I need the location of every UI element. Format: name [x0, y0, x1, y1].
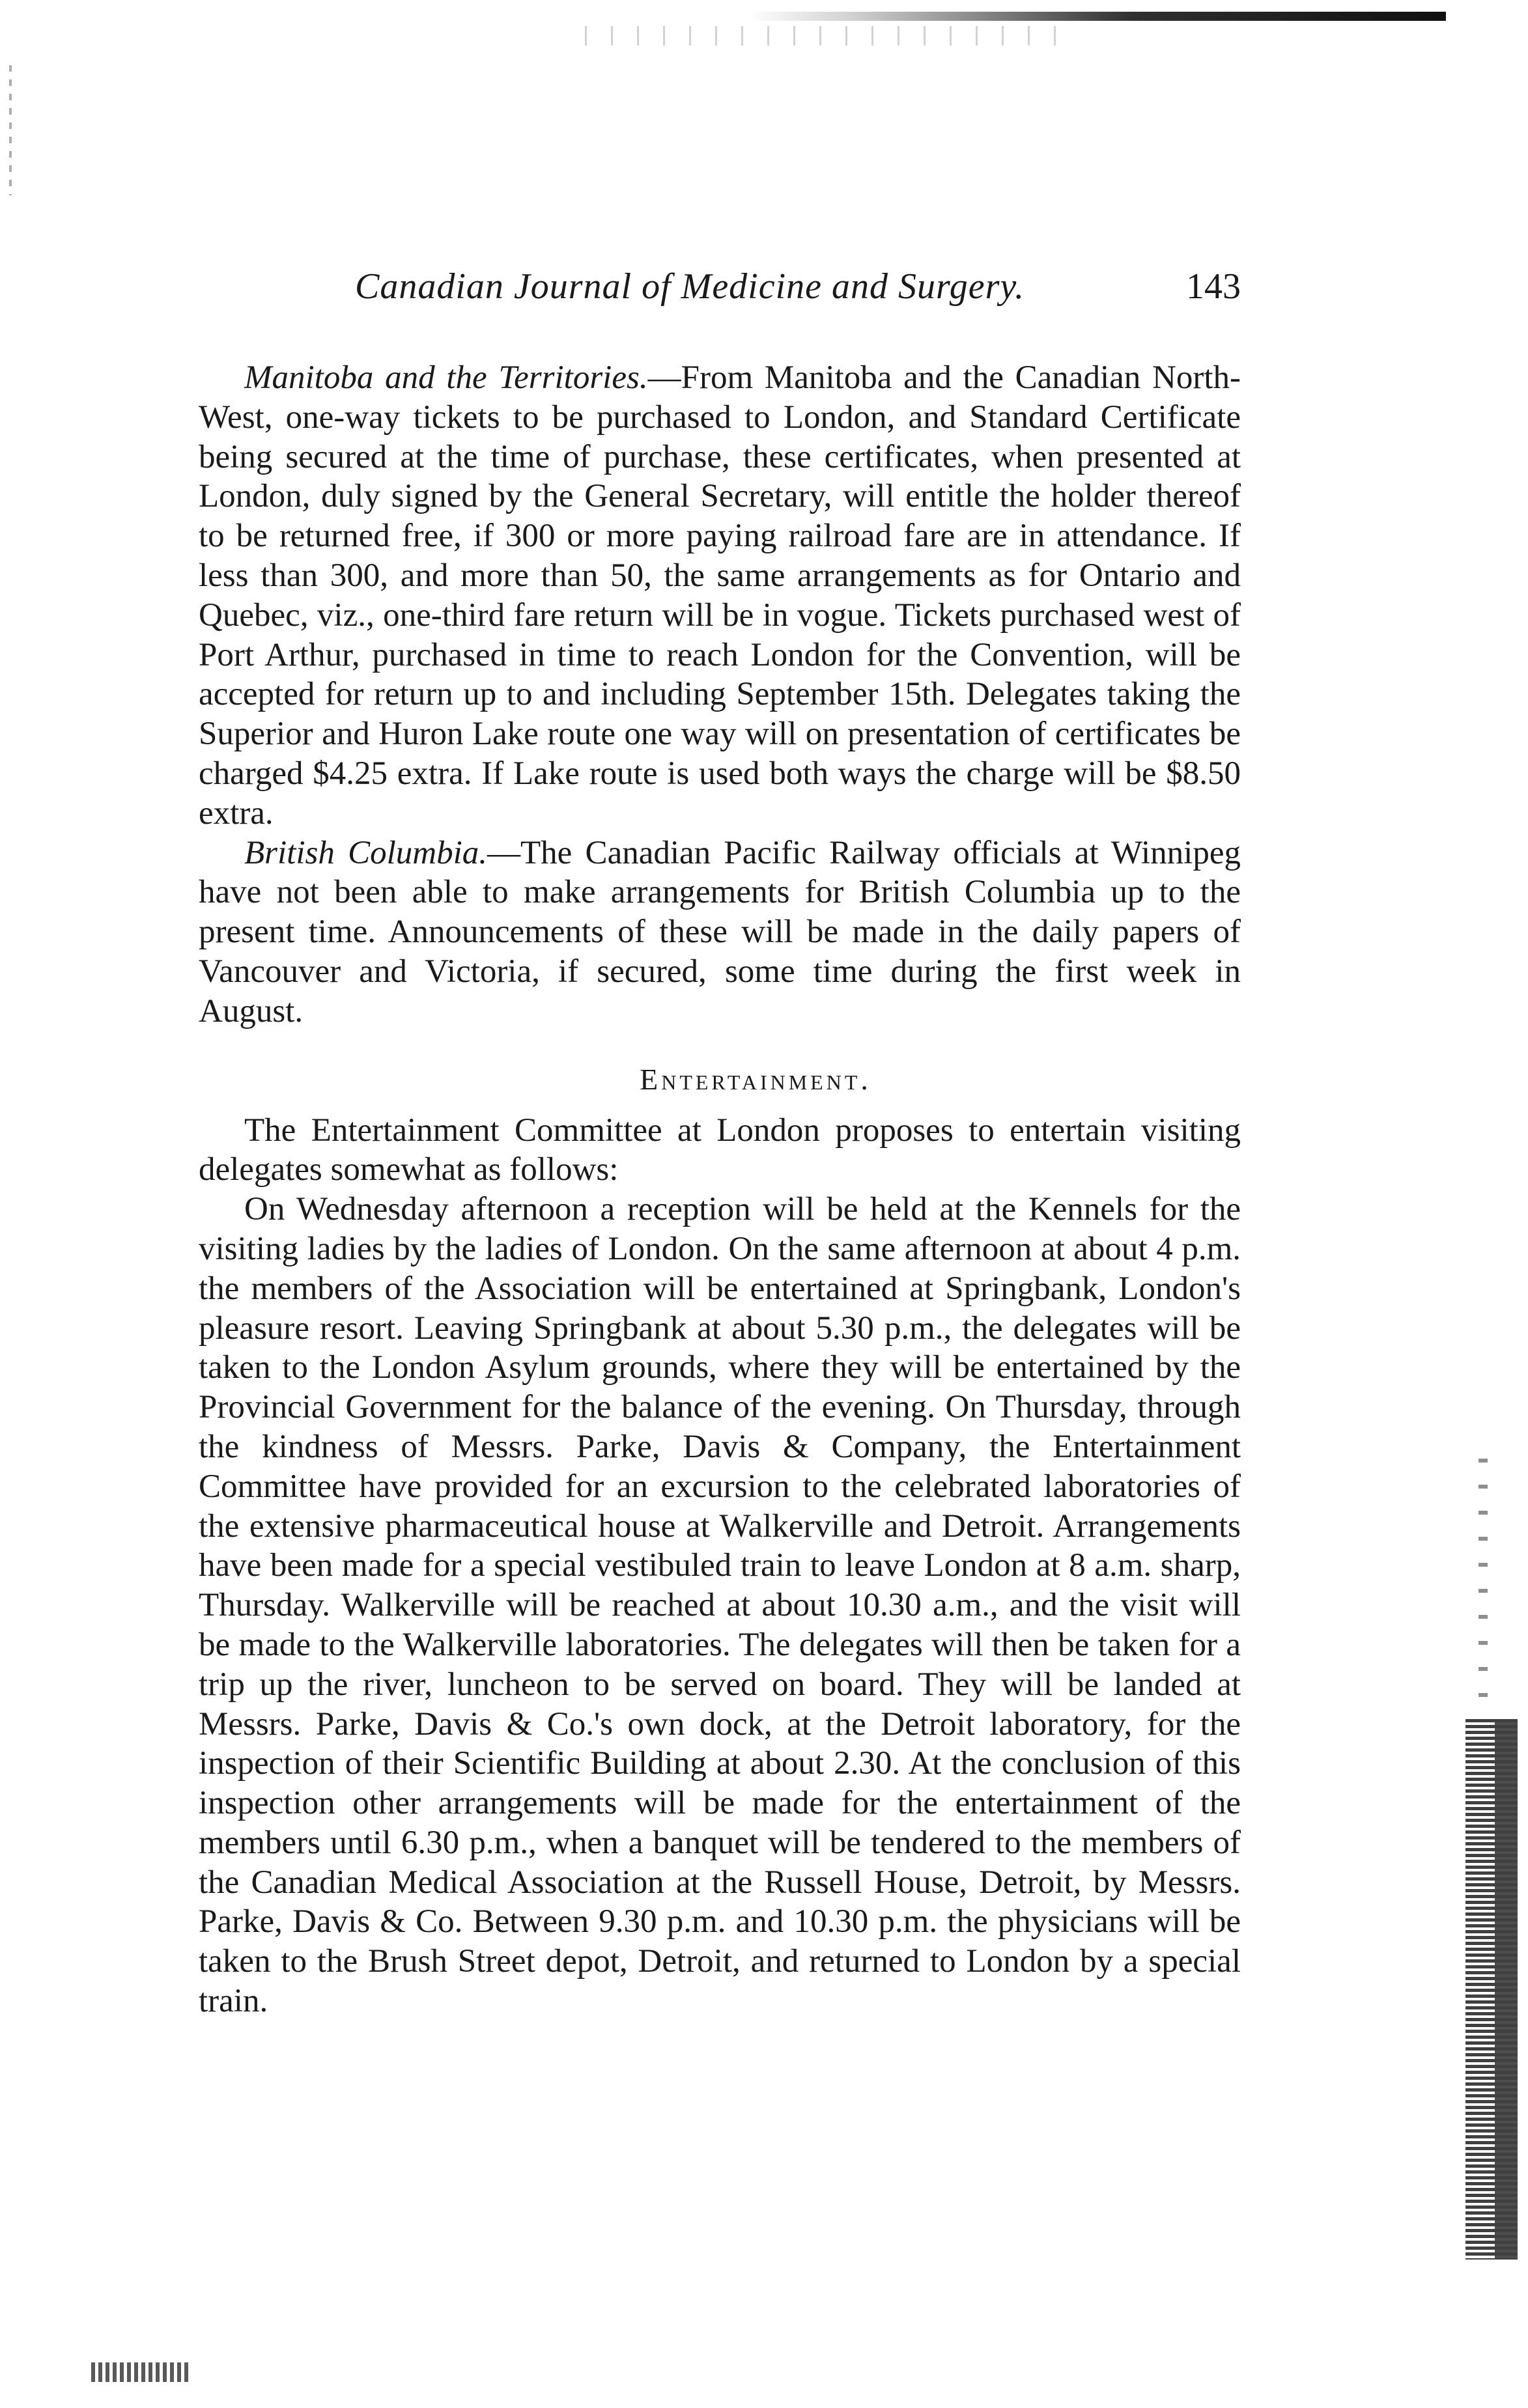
run-in-heading-british-columbia: British Columbia. — [244, 834, 488, 871]
page-body — [199, 358, 1241, 2021]
run-in-heading-manitoba: Manitoba and the Territories. — [244, 359, 648, 396]
running-head — [199, 260, 1241, 313]
scan-noise-right — [1478, 1459, 1488, 1706]
scan-edge-artifact-bottom — [91, 2362, 189, 2382]
paragraph-manitoba — [199, 358, 1241, 833]
scan-edge-artifact-top — [749, 12, 1446, 21]
paragraph-text: —From Manitoba and the Canadian North-West, one-way tickets to be purchased to London, and Standard Certificate being secured at the time of purchase, these certificates, when presented at London, duly signed by the General Secretary, will entitle the holder thereof to be returned free, if 300 or more paying railroad fare are in attendance. If less than 300, and more than 50, the same arrangements as for Ontario and Quebec, viz., one-third fare return will be in vogue. Tickets purchased west of Port Arthur, purchased in time to reach London for the Convention, will be accepted for return up to and including September 15th. Delegates taking the Superior and Huron Lake route one way will on presentation of certificates be charged $4.25 extra. If Lake route is used both ways the charge will be $8.50 extra. — [199, 359, 1241, 832]
scan-noise-top — [573, 26, 1068, 46]
scan-edge-artifact-right — [1465, 1719, 1518, 2260]
scan-edge-artifact-left — [9, 65, 12, 195]
page-number: 143 — [1186, 266, 1241, 307]
paragraph-british-columbia — [199, 833, 1241, 1031]
paragraph-text: —The Canadian Pacific Railway officials at Winnipeg have not been able to make arrangements for British Columbia up to the present time. Announcements of these will be made in the daily papers of Vancouver and Victoria, if secured, some time during the first week in August. — [199, 834, 1241, 1029]
paragraph-entertainment-intro: The Entertainment Committee at London proposes to entertain visiting delegates somewhat as follows: — [199, 1112, 1241, 1188]
section-heading-entertainment: Entertainment. — [640, 1062, 871, 1096]
paragraph-entertainment-body: On Wednesday afternoon a reception will be held at the Kennels for the visiting ladies by the ladies of London. On the same afternoon at about 4 p.m. the members of the Association will be entertained at Springbank, London's pleasure resort. Leaving Springbank at about 5.30 p.m., the delegates will be taken to the London Asylum grounds, where they will be entertained by the Provincial Government for the balance of the evening. On Thursday, through the kindness of Messrs. Parke, Davis & Company, the Entertainment Committee have provided for an excursion to the celebrated laboratories of the extensive pharmaceutical house at Walkerville and Detroit. Arrangements have been made for a special vestibuled train to leave London at 8 a.m. sharp, Thursday. Walkerville will be reached at about 10.30 a.m., and the visit will be made to the Walkerville laboratories. The delegates will then be taken for a trip up the river, luncheon to be served on board. They will be landed at Messrs. Parke, Davis & Co.'s own dock, at the Detroit laboratory, for the inspection of their Scientific Building at about 2.30. At the conclusion of this inspection other arrangements will be made for the entertainment of the members until 6.30 p.m., when a banquet will be tendered to the members of the Canadian Medical Association at the Russell House, Detroit, by Messrs. Parke, Davis & Co. Between 9.30 p.m. and 10.30 p.m. the physicians will be taken to the Brush Street depot, Detroit, and returned to London by a special train. — [199, 1191, 1241, 2020]
journal-title: Canadian Journal of Medicine and Surgery. — [355, 266, 1025, 307]
